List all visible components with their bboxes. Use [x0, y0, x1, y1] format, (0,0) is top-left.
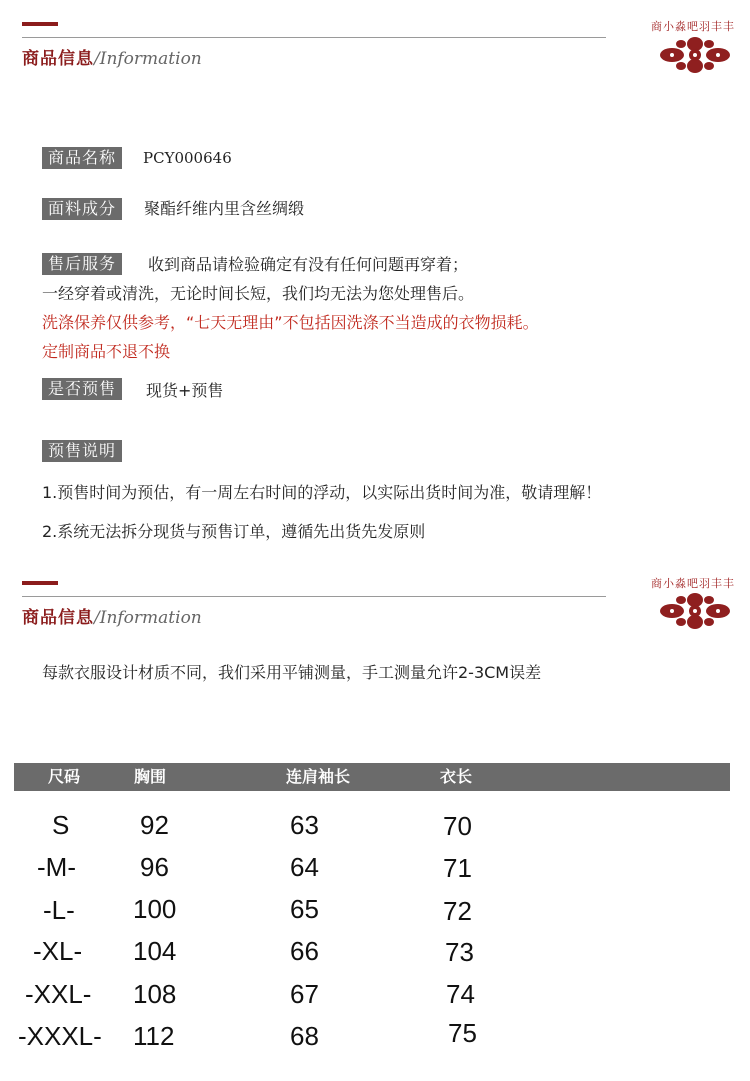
washing-warning: 洗涤保养仅供参考，“七天无理由”不包括因洗涤不当造成的衣物损耗。 — [42, 313, 539, 332]
chest-cell: 108 — [133, 979, 177, 1009]
length-cell: 75 — [448, 1018, 477, 1048]
section-accent-bar — [22, 581, 58, 585]
sleeve-cell: 65 — [290, 894, 319, 924]
section-title-text: 商品信息 — [22, 608, 94, 628]
size-cell: S — [52, 810, 70, 840]
section-title-text: 商品信息 — [22, 49, 94, 69]
size-cell: -XXL- — [25, 979, 92, 1009]
size-cell: -XL- — [33, 936, 83, 966]
presale-note-2: 2.系统无法拆分现货与预售订单，遵循先出货先发原则 — [42, 522, 426, 541]
header-size: 尺码 — [48, 767, 81, 786]
chinese-knot-icon — [656, 36, 734, 74]
header-garment-length: 衣长 — [440, 767, 473, 786]
after-sale-line-2: 一经穿着或清洗，无论时间长短，我们均无法为您处理售后。 — [42, 284, 475, 303]
chest-cell: 92 — [140, 810, 169, 840]
section-title — [22, 603, 202, 628]
sleeve-cell: 63 — [290, 810, 319, 840]
chest-cell: 112 — [133, 1021, 175, 1051]
size-cell: -XXXL- — [18, 1021, 102, 1051]
after-sale-line-1: 收到商品请检验确定有没有任何问题再穿着； — [148, 255, 469, 274]
header-sleeve-length: 连肩袖长 — [286, 767, 351, 786]
after-sale-label: 售后服务 — [42, 253, 122, 275]
presale-label: 是否预售 — [42, 378, 122, 400]
custom-no-return-notice: 定制商品不退不换 — [42, 342, 171, 361]
section-divider — [22, 596, 606, 597]
product-name-label: 商品名称 — [42, 147, 122, 169]
length-cell: 70 — [443, 811, 472, 841]
chinese-knot-icon — [656, 592, 734, 630]
sleeve-cell: 66 — [290, 936, 319, 966]
sleeve-cell: 64 — [290, 852, 319, 882]
measurement-note: 每款衣服设计材质不同，我们采用平铺测量，手工测量允许2-3CM误差 — [42, 663, 542, 682]
presale-note-1: 1.预售时间为预估，有一周左右时间的浮动，以实际出货时间为准，敬请理解！ — [42, 483, 602, 502]
size-table-header — [14, 763, 730, 791]
section-title — [22, 44, 202, 69]
length-cell: 73 — [445, 937, 474, 967]
size-cell: -M- — [37, 852, 76, 882]
chest-cell: 100 — [133, 894, 177, 924]
fabric-label: 面料成分 — [42, 198, 122, 220]
chest-cell: 96 — [140, 852, 169, 882]
brand-seal-text: 商小淼吧羽丰丰 — [651, 20, 735, 33]
presale-value: 现货+预售 — [146, 381, 224, 400]
header-chest: 胸围 — [134, 767, 167, 786]
section-accent-bar — [22, 22, 58, 26]
length-cell: 71 — [443, 853, 472, 883]
sleeve-cell: 67 — [290, 979, 319, 1009]
size-cell: -L- — [43, 895, 75, 925]
length-cell: 74 — [446, 979, 475, 1009]
presale-note-label: 预售说明 — [42, 440, 122, 462]
section-subtitle: /Information — [94, 608, 202, 628]
section-divider — [22, 37, 606, 38]
product-name-value: PCY000646 — [143, 149, 232, 167]
section-subtitle: /Information — [94, 49, 202, 69]
length-cell: 72 — [443, 896, 472, 926]
chest-cell: 104 — [133, 936, 177, 966]
fabric-value: 聚酯纤维内里含丝绸缎 — [144, 199, 305, 218]
brand-seal-text: 商小淼吧羽丰丰 — [651, 577, 735, 590]
sleeve-cell: 68 — [290, 1021, 319, 1051]
